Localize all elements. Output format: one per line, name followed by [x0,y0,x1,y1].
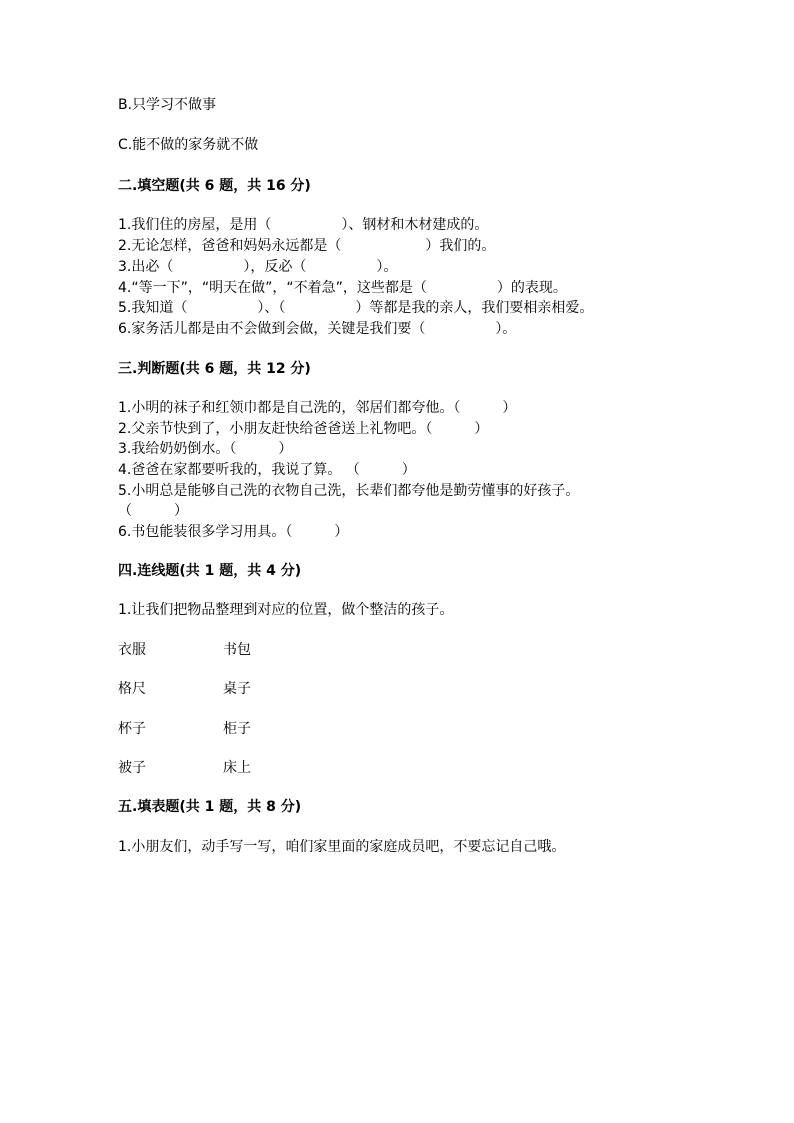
match-left-item: 格尺 [118,681,146,697]
fill-question-1: 1.我们住的房屋，是用（ ）、钢材和木材建成的。 [118,217,489,233]
match-left-item: 衣服 [118,642,146,658]
fill-question-3: 3.出必（ ），反必（ ）。 [118,259,398,275]
match-right-item: 床上 [223,760,251,776]
judge-question-4: 4.爸爸在家都要听我的，我说了算。 （ ） [118,462,416,478]
match-right-item: 书包 [223,642,251,658]
match-right-item: 柜子 [223,721,251,737]
fill-question-2: 2.无论怎样，爸爸和妈妈永远都是（ ）我们的。 [118,238,496,254]
option-c: C.能不做的家务就不做 [118,137,259,153]
match-left-item: 被子 [118,760,146,776]
judge-question-5: 5.小明总是能够自己洗的衣物自己洗，长辈们都夸他是勤劳懂事的好孩子。 [118,483,580,499]
judge-question-3: 3.我给奶奶倒水。（ ） [118,441,293,457]
match-left-item: 杯子 [118,721,146,737]
section3-heading: 三.判断题(共 6 题，共 12 分) [118,361,311,377]
section5-heading: 五.填表题(共 1 题，共 8 分) [118,799,302,815]
option-b: B.只学习不做事 [118,97,217,113]
table-question: 1.小朋友们，动手写一写，咱们家里面的家庭成员吧，不要忘记自己哦。 [118,839,566,855]
fill-question-5: 5.我知道（ ）、（ ）等都是我的亲人，我们要相亲相爱。 [118,300,594,316]
judge-question-6: 6.书包能装很多学习用具。（ ） [118,524,349,540]
judge-question-1: 1.小明的袜子和红领巾都是自己洗的，邻居们都夸他。（ ） [118,400,517,416]
judge-question-5-answer: （ ） [118,503,188,519]
section2-heading: 二.填空题(共 6 题，共 16 分) [118,178,311,194]
judge-question-2: 2.父亲节快到了，小朋友赶快给爸爸送上礼物吧。（ ） [118,421,489,437]
fill-question-6: 6.家务活儿都是由不会做到会做，关键是我们要（ ）。 [118,321,517,337]
match-question: 1.让我们把物品整理到对应的位置，做个整洁的孩子。 [118,602,454,618]
match-right-item: 桌子 [223,681,251,697]
fill-question-4: 4.“等一下”，“明天在做”，“不着急”，这些都是（ ）的表现。 [118,280,567,296]
section4-heading: 四.连线题(共 1 题，共 4 分) [118,563,302,579]
